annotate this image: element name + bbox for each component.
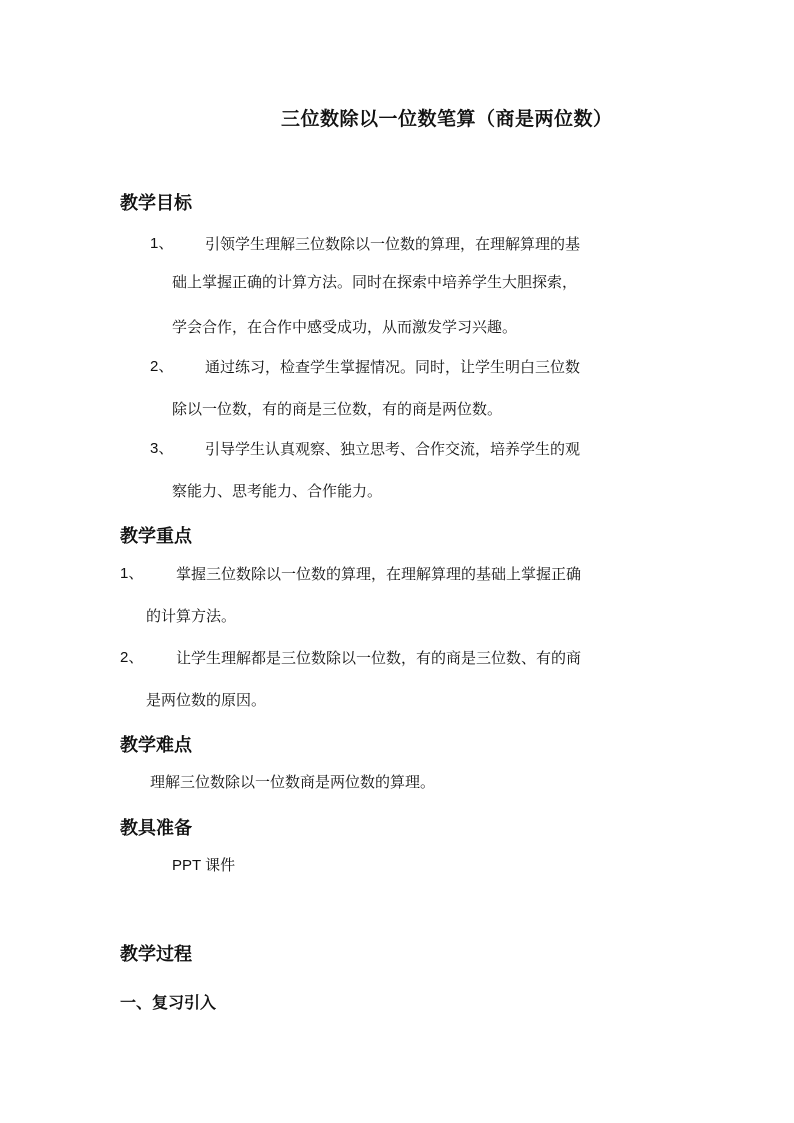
goal-3-line-2: 察能力、思考能力、合作能力。 [172, 482, 383, 500]
goal-2-line-2: 除以一位数，有的商是三位数，有的商是两位数。 [172, 400, 503, 418]
tools-text: PPT 课件 [172, 857, 236, 874]
key-point-1-line-2: 的计算方法。 [146, 607, 237, 625]
page-title: 三位数除以一位数笔算（商是两位数） [281, 108, 613, 130]
heading-key-points: 教学重点 [120, 526, 192, 547]
goal-3-number: 3、 [150, 440, 174, 457]
goal-1-line-3: 学会合作，在合作中感受成功，从而激发学习兴趣。 [172, 318, 518, 336]
key-point-1-number: 1、 [120, 565, 144, 582]
goal-1-line-2: 础上掌握正确的计算方法。同时在探索中培养学生大胆探索， [172, 273, 578, 291]
key-point-2-line-1: 让学生理解都是三位数除以一位数，有的商是三位数、有的商 [176, 649, 582, 667]
heading-goals: 教学目标 [120, 193, 192, 214]
goal-2-line-1: 通过练习，检查学生掌握情况。同时，让学生明白三位数 [205, 358, 581, 376]
heading-tools: 教具准备 [120, 818, 192, 839]
key-point-2-number: 2、 [120, 649, 144, 666]
key-point-2-line-2: 是两位数的原因。 [146, 691, 267, 709]
process-subheading: 一、复习引入 [120, 993, 217, 1012]
goal-1-number: 1、 [150, 235, 174, 252]
heading-difficulty: 教学难点 [120, 735, 192, 756]
key-point-1-line-1: 掌握三位数除以一位数的算理，在理解算理的基础上掌握正确 [176, 565, 582, 583]
goal-3-line-1: 引导学生认真观察、独立思考、合作交流，培养学生的观 [205, 440, 581, 458]
difficulty-text: 理解三位数除以一位数商是两位数的算理。 [150, 773, 436, 791]
goal-1-line-1: 引领学生理解三位数除以一位数的算理，在理解算理的基 [205, 235, 581, 253]
heading-process: 教学过程 [120, 944, 192, 965]
goal-2-number: 2、 [150, 358, 174, 375]
